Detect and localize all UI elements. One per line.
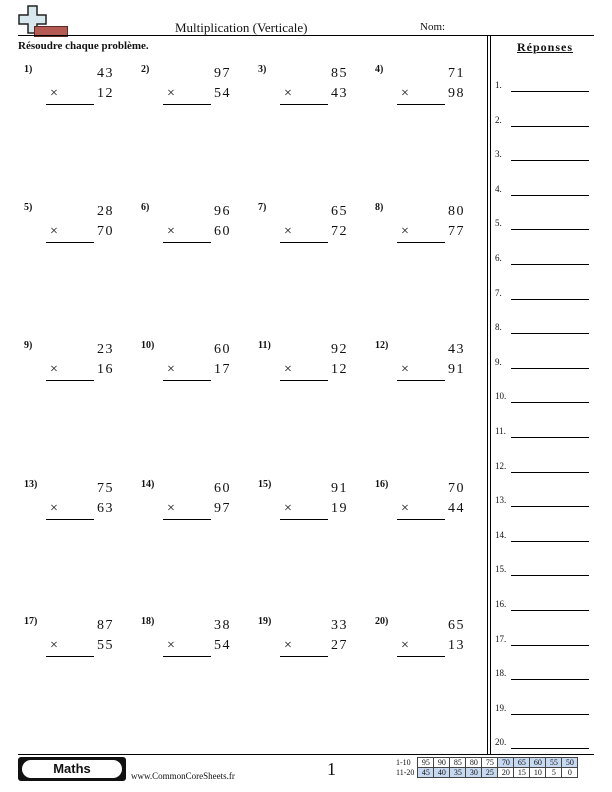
- score-cell: 10: [530, 768, 546, 778]
- problem-8: [375, 202, 475, 262]
- answer-number: 3.: [495, 149, 502, 160]
- answer-row: [495, 426, 595, 440]
- problem-underline: [46, 242, 94, 243]
- multiplier: 44: [448, 501, 465, 516]
- multiplicand: 85: [331, 66, 348, 81]
- multiplicand: 70: [448, 481, 465, 496]
- page-title: Multiplication (Verticale): [175, 20, 308, 35]
- problem-number: 14): [141, 479, 155, 490]
- answer-row: [495, 530, 595, 544]
- problem-16: [375, 479, 475, 539]
- problem-number: 18): [141, 616, 155, 627]
- answer-row: [495, 737, 595, 751]
- page-number: 1: [327, 759, 336, 779]
- answer-blank[interactable]: [511, 506, 589, 507]
- multiplicand: 60: [214, 481, 231, 496]
- multiplicand: 65: [331, 204, 348, 219]
- times-sign: ×: [401, 638, 409, 653]
- multiplicand: 92: [331, 342, 348, 357]
- answer-row: [495, 461, 595, 475]
- multiplicand: 75: [97, 481, 114, 496]
- problem-18: [141, 616, 241, 676]
- score-cell: 50: [562, 758, 578, 768]
- answer-number: 6.: [495, 253, 502, 263]
- score-cell: 80: [466, 758, 482, 768]
- problem-underline: [397, 242, 445, 243]
- problem-number: 2): [141, 64, 150, 75]
- answer-row: [495, 703, 595, 717]
- times-sign: ×: [50, 362, 58, 377]
- multiplier: 63: [97, 501, 114, 516]
- answer-blank[interactable]: [511, 368, 589, 369]
- problem-number: 1): [24, 64, 33, 75]
- column-divider-right: [490, 36, 491, 754]
- answer-number: 8.: [495, 322, 502, 333]
- problem-number: 6): [141, 202, 150, 213]
- problem-underline: [280, 656, 328, 657]
- problem-underline: [46, 519, 94, 520]
- problem-number: 16): [375, 479, 389, 490]
- problem-underline: [397, 380, 445, 381]
- score-cell: 20: [498, 768, 514, 778]
- score-cell: 75: [482, 758, 498, 768]
- answer-row: [495, 115, 595, 129]
- answer-blank[interactable]: [511, 402, 589, 403]
- score-row-label: 11-20: [396, 768, 415, 777]
- answer-row: [495, 322, 595, 336]
- multiplier: 77: [448, 224, 465, 239]
- score-cell: 40: [434, 768, 450, 778]
- problem-number: 12): [375, 340, 389, 351]
- answer-row: [495, 599, 595, 613]
- multiplicand: 43: [448, 342, 465, 357]
- problem-underline: [397, 104, 445, 105]
- problem-1: [24, 64, 124, 124]
- problem-number: 3): [258, 64, 267, 75]
- problem-20: [375, 616, 475, 676]
- problem-underline: [163, 380, 211, 381]
- multiplier: 54: [214, 638, 231, 653]
- score-cell: 5: [546, 768, 562, 778]
- problem-14: [141, 479, 241, 539]
- problem-5: [24, 202, 124, 262]
- multiplicand: 38: [214, 618, 231, 633]
- problem-17: [24, 616, 124, 676]
- answer-row: [495, 253, 595, 267]
- answer-number: 18.: [495, 668, 507, 679]
- multiplier: 98: [448, 86, 465, 101]
- problem-19: [258, 616, 358, 676]
- answer-number: 7.: [495, 287, 502, 298]
- score-cell: 95: [418, 758, 434, 768]
- score-cell: 70: [498, 758, 514, 768]
- score-cell: 90: [434, 758, 450, 768]
- answer-row: [495, 495, 595, 509]
- multiplier: 17: [214, 362, 231, 377]
- answer-row: [495, 149, 595, 163]
- times-sign: ×: [167, 501, 175, 516]
- score-cell: 45: [418, 768, 434, 778]
- score-cell: 85: [450, 758, 466, 768]
- score-cell: 15: [514, 768, 530, 778]
- multiplicand: 91: [331, 481, 348, 496]
- answer-number: 17.: [495, 633, 507, 644]
- answer-blank[interactable]: [511, 229, 589, 230]
- answer-number: 5.: [495, 218, 502, 229]
- problem-number: 8): [375, 202, 384, 213]
- multiplier: 55: [97, 638, 114, 653]
- answer-blank[interactable]: [511, 679, 589, 680]
- instructions: Résoudre chaque problème.: [18, 40, 149, 52]
- answer-number: 15.: [495, 564, 507, 575]
- problem-underline: [163, 519, 211, 520]
- multiplicand: 87: [97, 618, 114, 633]
- footer-divider: [18, 754, 594, 755]
- answer-row: [495, 288, 595, 302]
- times-sign: ×: [50, 638, 58, 653]
- multiplicand: 43: [97, 66, 114, 81]
- times-sign: ×: [284, 501, 292, 516]
- problem-2: [141, 64, 241, 124]
- answer-row: [495, 80, 595, 94]
- answer-blank[interactable]: [511, 714, 589, 715]
- answer-number: 12.: [495, 460, 507, 471]
- subject-label: Maths: [22, 760, 122, 778]
- answer-number: 1.: [495, 80, 502, 90]
- answer-number: 10.: [495, 391, 507, 402]
- plus-logo-icon: [18, 4, 68, 38]
- answer-blank[interactable]: [511, 195, 589, 196]
- answer-row: [495, 634, 595, 648]
- multiplicand: 65: [448, 618, 465, 633]
- answer-blank[interactable]: [511, 645, 589, 646]
- multiplier: 91: [448, 362, 465, 377]
- problem-10: [141, 340, 241, 400]
- times-sign: ×: [401, 86, 409, 101]
- answer-blank[interactable]: [511, 333, 589, 334]
- problem-number: 10): [141, 340, 155, 351]
- answer-number: 9.: [495, 356, 502, 367]
- multiplier: 60: [214, 224, 231, 239]
- answer-number: 11.: [495, 426, 506, 436]
- multiplier: 72: [331, 224, 348, 239]
- answer-blank[interactable]: [511, 472, 589, 473]
- problem-number: 7): [258, 202, 267, 213]
- problem-number: 9): [24, 340, 33, 351]
- score-cell: 0: [562, 768, 578, 778]
- answer-row: [495, 564, 595, 578]
- times-sign: ×: [50, 501, 58, 516]
- answer-blank[interactable]: [511, 299, 589, 300]
- problem-11: [258, 340, 358, 400]
- answer-number: 14.: [495, 529, 507, 540]
- multiplier: 70: [97, 224, 114, 239]
- multiplier: 54: [214, 86, 231, 101]
- answer-number: 16.: [495, 599, 507, 609]
- multiplicand: 23: [97, 342, 114, 357]
- answer-number: 2.: [495, 114, 502, 125]
- problem-underline: [46, 380, 94, 381]
- answer-blank[interactable]: [511, 126, 589, 127]
- score-cell: 35: [450, 768, 466, 778]
- multiplier: 43: [331, 86, 348, 101]
- score-table: [396, 757, 578, 778]
- problem-number: 17): [24, 616, 38, 627]
- answer-blank[interactable]: [511, 91, 589, 92]
- answer-number: 13.: [495, 495, 507, 506]
- subject-badge: [18, 757, 126, 781]
- answer-row: [495, 218, 595, 232]
- answer-blank[interactable]: [511, 748, 589, 749]
- answers-title: Réponses: [517, 40, 574, 54]
- problem-underline: [163, 242, 211, 243]
- times-sign: ×: [167, 86, 175, 101]
- multiplicand: 28: [97, 204, 114, 219]
- problem-3: [258, 64, 358, 124]
- problem-6: [141, 202, 241, 262]
- name-label: Nom:: [420, 21, 446, 33]
- answer-number: 19.: [495, 702, 507, 713]
- problem-underline: [280, 380, 328, 381]
- problem-underline: [163, 104, 211, 105]
- answer-blank[interactable]: [511, 575, 589, 576]
- problem-number: 13): [24, 479, 38, 490]
- answer-blank[interactable]: [511, 610, 589, 611]
- problem-underline: [280, 519, 328, 520]
- problem-underline: [280, 104, 328, 105]
- multiplier: 16: [97, 362, 114, 377]
- times-sign: ×: [284, 638, 292, 653]
- answer-row: [495, 184, 595, 198]
- multiplier: 27: [331, 638, 348, 653]
- score-cell: 25: [482, 768, 498, 778]
- problem-underline: [397, 656, 445, 657]
- times-sign: ×: [167, 638, 175, 653]
- problem-underline: [46, 656, 94, 657]
- times-sign: ×: [284, 86, 292, 101]
- times-sign: ×: [284, 224, 292, 239]
- problem-number: 4): [375, 64, 384, 75]
- times-sign: ×: [167, 362, 175, 377]
- multiplier: 12: [331, 362, 348, 377]
- score-row: [396, 758, 578, 768]
- score-cell: 65: [514, 758, 530, 768]
- answer-number: 20.: [495, 737, 507, 748]
- times-sign: ×: [401, 501, 409, 516]
- multiplier: 97: [214, 501, 231, 516]
- multiplicand: 97: [214, 66, 231, 81]
- times-sign: ×: [401, 362, 409, 377]
- multiplicand: 33: [331, 618, 348, 633]
- multiplier: 12: [97, 86, 114, 101]
- multiplicand: 96: [214, 204, 231, 219]
- answer-blank[interactable]: [511, 437, 589, 438]
- problem-underline: [397, 519, 445, 520]
- times-sign: ×: [50, 224, 58, 239]
- problem-underline: [163, 656, 211, 657]
- multiplicand: 60: [214, 342, 231, 357]
- answer-row: [495, 668, 595, 682]
- answer-blank[interactable]: [511, 160, 589, 161]
- times-sign: ×: [284, 362, 292, 377]
- problem-number: 19): [258, 616, 272, 627]
- problem-number: 11): [258, 340, 271, 351]
- header-divider: [18, 35, 594, 36]
- multiplicand: 80: [448, 204, 465, 219]
- times-sign: ×: [167, 224, 175, 239]
- times-sign: ×: [401, 224, 409, 239]
- problem-4: [375, 64, 475, 124]
- problem-13: [24, 479, 124, 539]
- score-cell: 30: [466, 768, 482, 778]
- answer-blank[interactable]: [511, 541, 589, 542]
- website-label: www.CommonCoreSheets.fr: [131, 771, 235, 781]
- problem-15: [258, 479, 358, 539]
- times-sign: ×: [50, 86, 58, 101]
- score-row: [396, 768, 578, 778]
- score-cell: 60: [530, 758, 546, 768]
- problem-underline: [280, 242, 328, 243]
- answer-row: [495, 357, 595, 371]
- column-divider-left: [487, 36, 488, 754]
- problem-number: 5): [24, 202, 33, 213]
- score-row-label: 1-10: [396, 758, 411, 767]
- answer-number: 4.: [495, 183, 502, 194]
- problem-number: 15): [258, 479, 272, 490]
- problem-7: [258, 202, 358, 262]
- score-cell: 55: [546, 758, 562, 768]
- problem-9: [24, 340, 124, 400]
- problem-underline: [46, 104, 94, 105]
- multiplier: 19: [331, 501, 348, 516]
- problem-12: [375, 340, 475, 400]
- answer-row: [495, 391, 595, 405]
- multiplicand: 71: [448, 66, 465, 81]
- multiplier: 13: [448, 638, 465, 653]
- problem-number: 20): [375, 616, 389, 627]
- answer-blank[interactable]: [511, 264, 589, 265]
